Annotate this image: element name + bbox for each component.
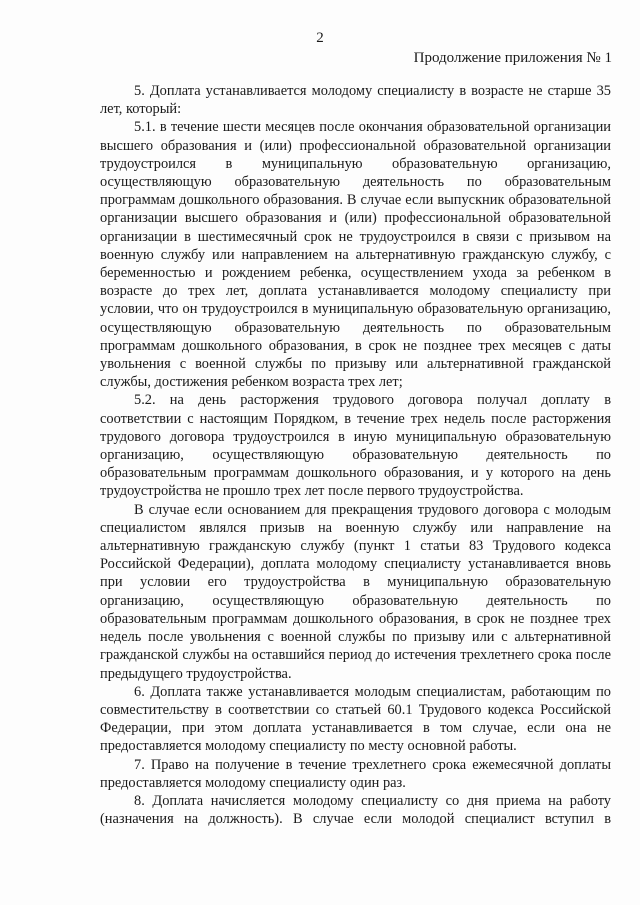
paragraph-5-2: 5.2. на день расторжения трудового договора получал доплату в соответствии с настоящим Порядком, в течение трех недель после расторжения трудового договора трудоустроился в иную муниципальную образовательную организацию, осуществляющую образовательную деятельность по образовательным программам дошкольного образования, и у которого на день трудоустройства не прошло трех лет после первого трудоустройства. [100,392,611,500]
paragraph-5-1: 5.1. в течение шести месяцев после окончания образовательной организации высшего образования и (или) профессиональной образовательной организации трудоустроился в муниципальную образовательную организацию, осуществляющую образовательную деятельность по образовательным программам дошкольного образования. В случае если выпускник образовательной организации высшего образования и (или) профессиональной образовательной организации в шестимесячный срок не трудоустроился в связи с призывом на военную службу или направлением на альтернативную гражданскую службу, с беременностью и рождением ребенка, осуществлением ухода за ребенком в возрасте до трех лет, доплата устанавливается молодому специалисту при условии, что он трудоустроился в муниципальную образовательную организацию, осуществляющую образовательную деятельность по образовательным программам дошкольного образования, в срок не позднее трех месяцев с даты увольнения с военной службы по призыву или альтернативной гражданской службы, достижения ребенком возраста трех лет; [100,119,611,391]
paragraph-military-service: В случае если основанием для прекращения трудового договора с молодым специалистом являлся призыв на военную службу или направление на альтернативную гражданскую службу (пункт 1 статьи 83 Трудового кодекса Российской Федерации), доплата молодому специалисту устанавливается вновь при условии его трудоустройства в муниципальную образовательную организацию, осуществляющую образовательную деятельность по образовательным программам дошкольного образования, в срок не позднее трех недель после увольнения с военной службы по призыву или с альтернативной гражданской службы на оставшийся период до истечения трехлетнего срока после предыдущего трудоустройства. [100,501,611,682]
paragraph-6: 6. Доплата также устанавливается молодым специалистам, работающим по совместительству в соответствии со статьей 60.1 Трудового кодекса Российской Федерации, при этом доплата устанавливается в том случае, если она не предоставляется молодому специалисту по месту основной работы. [100,683,611,755]
paragraph-8: 8. Доплата начисляется молодому специалисту со дня приема на работу (назначения на должность). В случае если молодой специалист вступил в [100,792,611,828]
paragraph-5: 5. Доплата устанавливается молодому специалисту в возрасте не старше 35 лет, который: [100,83,611,118]
paragraph-7: 7. Право на получение в течение трехлетнего срока ежемесячной доплаты предоставляется молодому специалисту один раз. [100,756,611,791]
document-body [100,82,611,828]
page-number: 2 [316,30,324,46]
appendix-label: Продолжение приложения № 1 [413,50,612,66]
